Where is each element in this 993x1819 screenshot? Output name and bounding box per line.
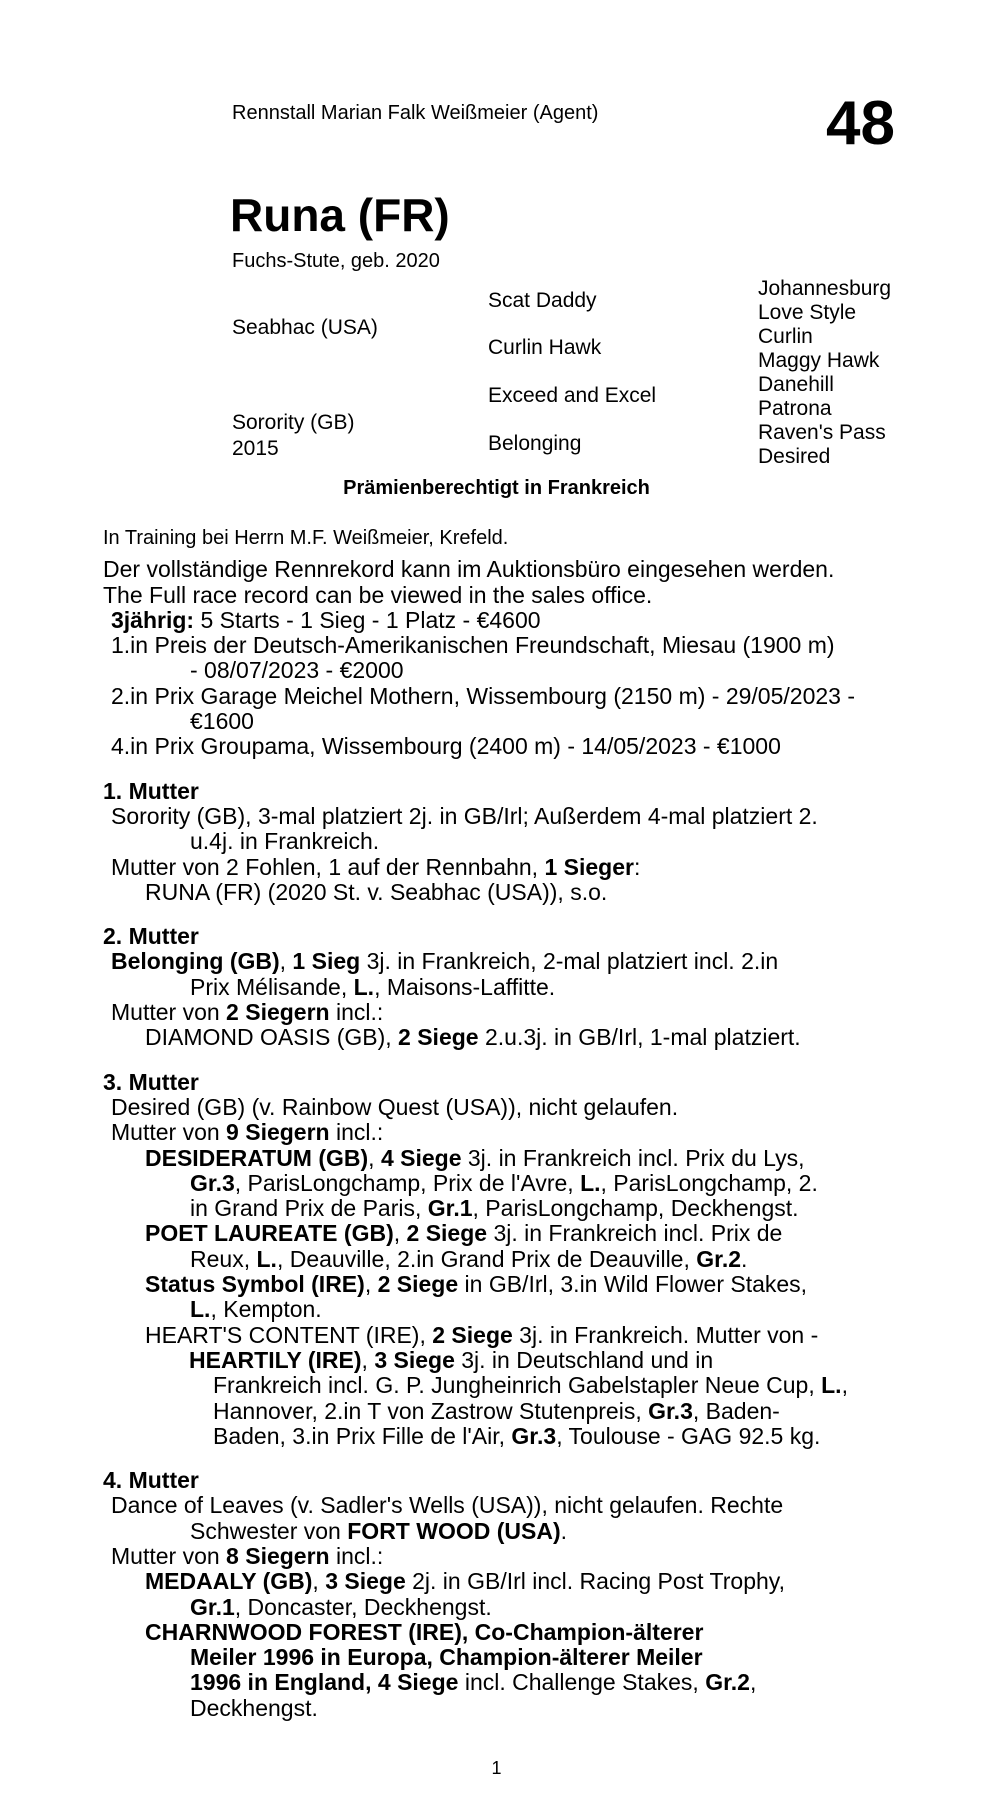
dam2-text: Belonging (GB), 1 Sieg 3j. in Frankreich, 2-mal platziert incl. 2.in xyxy=(111,948,779,975)
pedigree-dam: Sorority (GB) xyxy=(232,411,355,434)
pedigree-gen3: Raven's Pass xyxy=(758,421,886,444)
dam4-text: Dance of Leaves (v. Sadler's Wells (USA)), nicht gelaufen. Rechte xyxy=(111,1492,784,1519)
dam2-offspring: DIAMOND OASIS (GB), 2 Siege 2.u.3j. in GB/Irl, 1-mal platziert. xyxy=(145,1024,801,1051)
horse-name: Runa (FR) xyxy=(230,189,450,241)
pedigree-sire: Seabhac (USA) xyxy=(232,316,378,339)
dam1-produce: Mutter von 2 Fohlen, 1 auf der Rennbahn, 1 Sieger: xyxy=(111,853,641,880)
dam3-heading: 3. Mutter xyxy=(103,1068,199,1095)
pedigree-gen3: Desired xyxy=(758,445,831,468)
pedigree-gen3: Love Style xyxy=(758,301,857,324)
premien-note: Prämienberechtigt in Frankreich xyxy=(343,477,650,499)
pedigree-gen3: Danehill xyxy=(758,373,834,396)
race-summary: 3jährig: 5 Starts - 1 Sieg - 1 Platz - €4600 xyxy=(111,606,541,633)
pedigree-gen3: Curlin xyxy=(758,325,813,348)
dam4-text: Schwester von FORT WOOD (USA). xyxy=(190,1517,567,1544)
race-result: 4.in Prix Groupama, Wissembourg (2400 m) - 14/05/2023 - €1000 xyxy=(111,733,781,760)
dam2-produce: Mutter von 2 Siegern incl.: xyxy=(111,999,384,1026)
dam3-grand-offspring: HEARTILY (IRE), 3 Siege 3j. in Deutschland und in xyxy=(189,1346,714,1373)
dam4-heading: 4. Mutter xyxy=(103,1467,199,1494)
dam3-offspring: POET LAUREATE (GB), 2 Siege 3j. in Frankreich incl. Prix de xyxy=(145,1220,783,1247)
pedigree-gen3: Patrona xyxy=(758,397,832,420)
consignor: Rennstall Marian Falk Weißmeier (Agent) xyxy=(232,102,599,124)
pedigree-gen2: Belonging xyxy=(488,432,582,455)
dam2-heading: 2. Mutter xyxy=(103,923,199,950)
pedigree-gen2: Exceed and Excel xyxy=(488,384,657,407)
horse-description: Fuchs-Stute, geb. 2020 xyxy=(232,250,440,272)
pedigree-dam-year: 2015 xyxy=(232,437,279,460)
dam1-offspring: RUNA (FR) (2020 St. v. Seabhac (USA)), s.o. xyxy=(145,878,608,905)
race-result: 1.in Preis der Deutsch-Amerikanischen Freundschaft, Miesau (1900 m) xyxy=(111,632,835,659)
record-note-en: The Full race record can be viewed in the sales office. xyxy=(103,581,653,608)
dam3-offspring-cont: in Grand Prix de Paris, Gr.1, ParisLongchamp, Deckhengst. xyxy=(190,1195,799,1222)
dam1-text: u.4j. in Frankreich. xyxy=(190,828,380,855)
race-result-cont: - 08/07/2023 - €2000 xyxy=(190,657,404,684)
dam4-offspring-cont: Meiler 1996 in Europa, Champion-älterer Meiler xyxy=(190,1644,703,1671)
dam3-grand-offspring-cont: Baden, 3.in Prix Fille de l'Air, Gr.3, Toulouse - GAG 92.5 kg. xyxy=(213,1422,821,1449)
dam3-text: Desired (GB) (v. Rainbow Quest (USA)), nicht gelaufen. xyxy=(111,1093,679,1120)
dam3-offspring-cont: Gr.3, ParisLongchamp, Prix de l'Avre, L., ParisLongchamp, 2. xyxy=(190,1169,818,1196)
dam3-offspring: Status Symbol (IRE), 2 Siege in GB/Irl, 3.in Wild Flower Stakes, xyxy=(145,1271,808,1298)
pedigree-gen2: Curlin Hawk xyxy=(488,336,602,359)
dam3-offspring: HEART'S CONTENT (IRE), 2 Siege 3j. in Frankreich. Mutter von - xyxy=(145,1321,819,1348)
race-result: 2.in Prix Garage Meichel Mothern, Wissembourg (2150 m) - 29/05/2023 - xyxy=(111,682,855,709)
training-note: In Training bei Herrn M.F. Weißmeier, Krefeld. xyxy=(103,527,509,549)
lot-number: 48 xyxy=(826,89,895,158)
dam4-offspring-cont: Deckhengst. xyxy=(190,1694,318,1721)
dam1-heading: 1. Mutter xyxy=(103,777,199,804)
dam2-text: Prix Mélisande, L., Maisons-Laffitte. xyxy=(190,973,556,1000)
page-number: 1 xyxy=(491,1758,502,1778)
dam4-offspring: CHARNWOOD FOREST (IRE), Co-Champion-älterer xyxy=(145,1618,704,1645)
dam3-produce: Mutter von 9 Siegern incl.: xyxy=(111,1119,384,1146)
catalogue-body xyxy=(103,526,898,1721)
dam3-offspring-cont: Reux, L., Deauville, 2.in Grand Prix de Deauville, Gr.2. xyxy=(190,1245,748,1272)
dam3-grand-offspring-cont: Hannover, 2.in T von Zastrow Stutenpreis, Gr.3, Baden- xyxy=(213,1397,780,1424)
pedigree-gen3: Maggy Hawk xyxy=(758,349,880,372)
dam3-grand-offspring-cont: Frankreich incl. G. P. Jungheinrich Gabelstapler Neue Cup, L., xyxy=(213,1372,848,1399)
dam4-offspring-cont: Gr.1, Doncaster, Deckhengst. xyxy=(190,1593,492,1620)
dam4-offspring-cont: 1996 in England, 4 Siege incl. Challenge Stakes, Gr.2, xyxy=(190,1669,757,1696)
dam1-text: Sorority (GB), 3-mal platziert 2j. in GB/Irl; Außerdem 4-mal platziert 2. xyxy=(111,802,818,829)
dam4-offspring: MEDAALY (GB), 3 Siege 2j. in GB/Irl incl. Racing Post Trophy, xyxy=(145,1568,785,1595)
pedigree-gen2: Scat Daddy xyxy=(488,289,597,312)
pedigree-gen3: Johannesburg xyxy=(758,277,892,300)
dam3-offspring-cont: L., Kempton. xyxy=(190,1296,322,1323)
race-result-cont: €1600 xyxy=(190,708,254,735)
dam4-produce: Mutter von 8 Siegern incl.: xyxy=(111,1542,384,1569)
dam3-offspring: DESIDERATUM (GB), 4 Siege 3j. in Frankreich incl. Prix du Lys, xyxy=(145,1144,805,1171)
record-note-de: Der vollständige Rennrekord kann im Auktionsbüro eingesehen werden. xyxy=(103,556,835,583)
